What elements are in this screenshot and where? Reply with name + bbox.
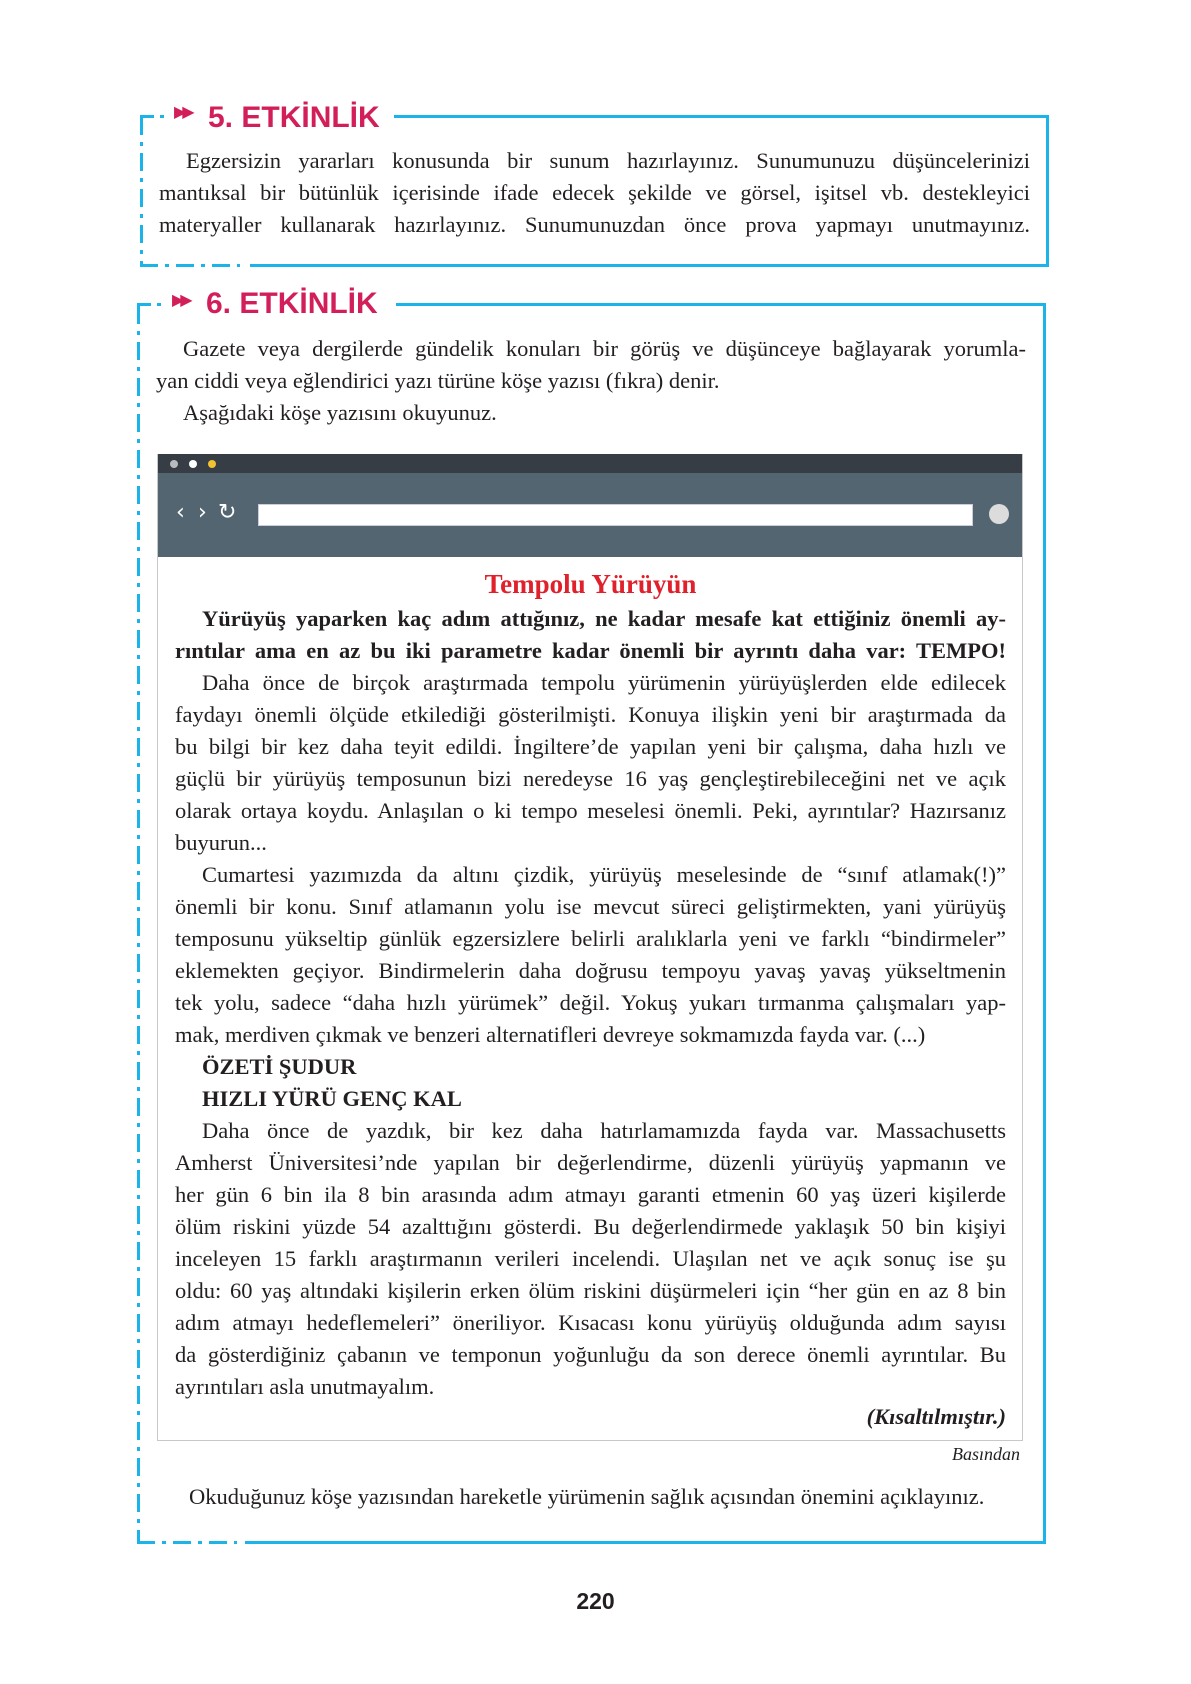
browser-toolbar [158,473,1022,557]
activity-5-text [159,145,1030,241]
forward-icon[interactable]: › [198,500,207,525]
browser-window [157,454,1023,1441]
activity-6-title: 6. ETKİNLİK [202,287,392,321]
article [175,567,1006,1433]
text-line: Daha önce de yazdık, bir kez daha hatırlamamızda fayda var. Massachusetts [202,1118,1006,1143]
text-line: yan ciddi veya eğlendirici yazı türüne köşe yazısı (fıkra) denir. [156,368,720,393]
text-line: eklemekten geçiyor. Bindirmelerin daha doğrusu tempoyu yavaş yavaş yükseltmenin [175,958,1006,983]
activity-5-title: 5. ETKİNLİK [204,101,394,135]
back-icon[interactable]: ‹ [176,500,185,525]
text-line: adım atmayı hedeflemeleri” öneriliyor. Kısacası konu yürüyüş olduğunda adım sayısı [175,1310,1006,1335]
text-line: Aşağıdaki köşe yazısını okuyunuz. [183,400,497,425]
window-dot-icon [189,460,197,468]
text-line: buyurun... [175,830,267,855]
window-dot-icon [208,460,216,468]
user-avatar-icon[interactable] [989,504,1009,524]
double-arrow-icon: ▶▶ [174,102,191,121]
text-line: temposunu yükseltip günlük egzersizlere belirli aralıklarla yeni ve farklı “bindirmeler” [175,926,1006,951]
text-line: oldu: 60 yaş altındaki kişilerin erken ölüm riskini düşürmeleri için “her gün en az 8 bin [175,1278,1006,1303]
text-line: olarak ortaya koydu. Anlaşılan o ki tempo meselesi önemli. Peki, ayrıntılar? Hazırsanız [175,798,1006,823]
reload-icon[interactable]: ↻ [218,500,237,525]
text-line: her gün 6 bin ila 8 bin arasında adım atmayı garanti etmenin 60 yaş üzeri kişilerde [175,1182,1006,1207]
text-line: rıntılar ama en az bu iki parametre kadar önemli bir ayrıntı daha var: TEMPO! [175,638,1006,663]
activity-6-intro [156,333,1026,429]
text-line: Daha önce de birçok araştırmada tempolu yürümenin yürüyüşlerden elde edilecek [202,670,1006,695]
article-subheading: HIZLI YÜRÜ GENÇ KAL [202,1086,462,1111]
browser-title-bar [158,454,1022,473]
text-line: mak, merdiven çıkmak ve benzeri alternatifleri devreye sokmamızda fayda var. (...) [175,1022,926,1047]
article-title: Tempolu Yürüyün [484,569,697,599]
text-line: Gazete veya dergilerde gündelik konuları bir görüş ve düşünceye bağlayarak yorumla- [183,336,1026,361]
text-line: faydayı önemli ölçüde etkilediği gösterilmişti. Konuya ilişkin yeni bir araştırmada da [175,702,1006,727]
text-line: tek yolu, sadece “daha hızlı yürümek” değil. Yokuş yukarı tırmanma çalışmaları yap- [175,990,1006,1015]
text-line: güçlü bir yürüyüş temposunun bizi neredeyse 16 yaş gençleştirebileceğini net ve açık [175,766,1006,791]
article-subheading: ÖZETİ ŞUDUR [202,1054,357,1079]
text-line: mantıksal bir bütünlük içerisinde ifade edecek şekilde ve görsel, işitsel vb. destekleyici [159,180,1030,205]
double-arrow-icon: ▶▶ [172,290,189,309]
text-line: materyaller kullanarak hazırlayınız. Sunumunuzdan önce prova yapmayı unutmayınız. [159,212,1030,237]
text-line: önemli bir konu. Sınıf atlamanın yolu ise mevcut süreci geliştirmekten, yani yürüyüş [175,894,1006,919]
page-number: 220 [576,1588,615,1614]
source-label: Basından [951,1444,1020,1464]
text-line: Egzersizin yararları konusunda bir sunum hazırlayınız. Sunumunuzu düşüncelerinizi [186,148,1030,173]
text-line: bu bilgi bir kez daha teyit edildi. İngiltere’de yapılan yeni bir çalışma, daha hızlı ve [175,734,1006,759]
text-line: Cumartesi yazımızda da altını çizdik, yürüyüş meselesinde de “sınıf atlamak(!)” [202,862,1006,887]
text-line: inceleyen 15 farklı araştırmanın verileri incelendi. Ulaşılan net ve açık sonuç ise şu [175,1246,1006,1271]
text-line: ayrıntıları asla unutmayalım. [175,1374,435,1399]
text-line: Yürüyüş yaparken kaç adım attığınız, ne kadar mesafe kat ettiğiniz önemli ay- [202,606,1006,631]
question-text: Okuduğunuz köşe yazısından hareketle yürümenin sağlık açısından önemini açıklayınız. [189,1484,985,1509]
text-line: ölüm riskini yüzde 54 azalttığını gösterdi. Bu değerlendirmede yaklaşık 50 bin kişiyi [175,1214,1006,1239]
window-dot-icon [170,460,178,468]
text-line: da gösterdiğiniz çabanın ve temponun yoğunluğu da son derece önemli ayrıntılar. Bu [175,1342,1006,1367]
abridged-note: (Kısaltılmıştır.) [866,1404,1006,1429]
text-line: Amherst Üniversitesi’nde yapılan bir değerlendirme, düzenli yürüyüş yapmanın ve [175,1150,1006,1175]
address-bar[interactable] [258,504,973,526]
